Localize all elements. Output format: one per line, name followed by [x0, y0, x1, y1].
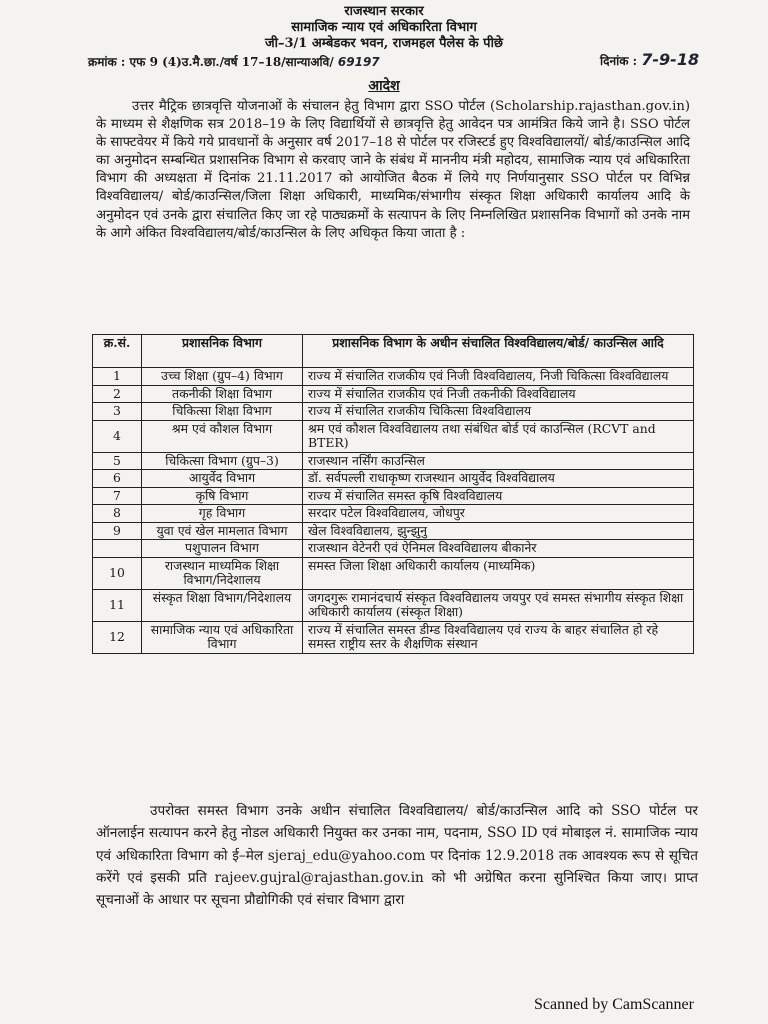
table-row — [93, 403, 694, 421]
cell-department: राजस्थान माध्यमिक शिक्षा विभाग/निदेशालय — [142, 557, 303, 589]
order-title: आदेश — [368, 78, 400, 94]
cell-department: युवा एवं खेल मामलात विभाग — [142, 522, 303, 540]
table-row — [93, 540, 694, 558]
cell-institutions: राज्य में संचालित राजकीय चिकित्सा विश्वविद्यालय — [303, 403, 694, 421]
reference-label: क्रमांक : एफ 9 (4)उ.मै.छा./वर्ष 17–18/सान्याअवि/ — [88, 55, 334, 69]
table-row — [93, 420, 694, 452]
order-paragraph-1: उत्तर मैट्रिक छात्रवृत्ति योजनाओं के संचालन हेतु विभाग द्वारा SSO पोर्टल (Scholarship.rajasthan.gov.in) के माध्यम से शैक्षणिक सत्र 2018–19 के लिए विद्यार्थियों से छात्रवृत्ति हेतु आवेदन पत्र आमंत्रित किये जाने है। SSO पोर्टल के साफ्टवेयर में किये गये प्रावधानों के अनुसार वर्ष 2017–18 से पोर्टल पर रजिस्टर्ड हुए विश्वविद्यालयों/ बोर्ड/काउन्सिल आदि का अनुमोदन सम्बन्धित प्रशासनिक विभाग से करवाए जाने के संबंध में माननीय मंत्री महोदय, सामाजिक न्याय एवं अधिकारिता विभाग की अध्यक्षता में दिनांक 21.11.2017 को आयोजित बैठक में लिये गए निर्णयानुसार SSO पोर्टल पर विभिन्न विश्वविद्यालय/ बोर्ड/काउन्सिल/जिला शिक्षा अधिकारी, माध्यमिक/संभागीय संस्कृत शिक्षा अधिकारी कार्यालय आदि के अनुमोदन एवं उनके द्वारा संचालित किए जा रहे पाठ्यक्रमों के सत्यापन के लिए निम्नलिखित प्रशासनिक विभागों को उनके नाम के आगे अंकित विश्वविद्यालय/बोर्ड/काउन्सिल के लिए अधिकृत किया जाता है : — [96, 99, 690, 241]
cell-sno: 5 — [93, 452, 142, 470]
date-value-handwritten: 7-9-18 — [641, 50, 700, 69]
reference-line — [88, 53, 380, 70]
cell-department: आयुर्वेद विभाग — [142, 470, 303, 488]
column-header-department: प्रशासनिक विभाग — [142, 335, 303, 368]
cell-department: कृषि विभाग — [142, 487, 303, 505]
cell-institutions: राजस्थान वेटेनरी एवं ऐनिमल विश्वविद्यालय बीकानेर — [303, 540, 694, 558]
column-header-sno: क्र.सं. — [93, 335, 142, 368]
cell-department: उच्च शिक्षा (ग्रुप–4) विभाग — [142, 368, 303, 386]
cell-department: गृह विभाग — [142, 505, 303, 523]
table-row — [93, 621, 694, 653]
cell-sno: 4 — [93, 420, 142, 452]
cell-sno: 8 — [93, 505, 142, 523]
cell-institutions: सरदार पटेल विश्वविद्यालय, जोधपुर — [303, 505, 694, 523]
cell-department: संस्कृत शिक्षा विभाग/निदेशालय — [142, 589, 303, 621]
table-row — [93, 557, 694, 589]
cell-institutions: समस्त जिला शिक्षा अधिकारी कार्यालय (माध्यमिक) — [303, 557, 694, 589]
cell-sno: 3 — [93, 403, 142, 421]
cell-sno: 1 — [93, 368, 142, 386]
cell-department: चिकित्सा विभाग (ग्रुप–3) — [142, 452, 303, 470]
table-row — [93, 589, 694, 621]
cell-department: श्रम एवं कौशल विभाग — [142, 420, 303, 452]
cell-institutions: राज्य में संचालित समस्त डीम्ड विश्वविद्यालय एवं राज्य के बाहर संचालित हो रहे समस्त राष्ट्रीय स्तर के शैक्षणिक संस्थान — [303, 621, 694, 653]
cell-sno: 2 — [93, 385, 142, 403]
cell-institutions: राजस्थान नर्सिंग काउन्सिल — [303, 452, 694, 470]
cell-institutions: राज्य में संचालित समस्त कृषि विश्वविद्यालय — [303, 487, 694, 505]
cell-department: पशुपालन विभाग — [142, 540, 303, 558]
order-paragraph-2: उपरोक्त समस्त विभाग उनके अधीन संचालित विश्वविद्यालय/ बोर्ड/काउन्सिल आदि को SSO पोर्टल पर ऑनलाईन सत्यापन करने हेतु नोडल अधिकारी नियुक्त कर उनका नाम, पदनाम, SSO ID एवं मोबाइल नं. सामाजिक न्याय एवं अधिकारिता विभाग को ई–मेल sjeraj_edu@yahoo.com पर दिनांक 12.9.2018 तक आवश्यक रूप से सूचित करेंगे एवं इसकी प्रति rajeev.gujral@rajasthan.gov.in को भी अग्रेषित करना सुनिश्चित किया जाए। प्राप्त सूचनाओं के आधार पर सूचना प्रौद्योगिकी एवं संचार विभाग द्वारा — [96, 803, 698, 909]
cell-sno: 11 — [93, 589, 142, 621]
date-label: दिनांक : — [600, 54, 638, 68]
cell-department: तकनीकी शिक्षा विभाग — [142, 385, 303, 403]
cell-institutions: श्रम एवं कौशल विश्वविद्यालय तथा संबंधित बोर्ड एवं काउन्सिल (RCVT and BTER) — [303, 420, 694, 452]
table-header-row — [93, 335, 694, 368]
cell-institutions: राज्य में संचालित राजकीय एवं निजी विश्वविद्यालय, निजी चिकित्सा विश्वविद्यालय — [303, 368, 694, 386]
department-address: जी–3/1 अम्बेडकर भवन, राजमहल पैलेस के पीछे — [264, 36, 504, 51]
scanner-watermark: Scanned by CamScanner — [534, 996, 694, 1013]
date-line — [600, 50, 699, 69]
table-row — [93, 385, 694, 403]
cell-sno: 6 — [93, 470, 142, 488]
cell-institutions: राज्य में संचालित राजकीय एवं निजी तकनीकी विश्वविद्यालय — [303, 385, 694, 403]
table-body — [93, 368, 694, 654]
cell-institutions: खेल विश्वविद्यालय, झुन्झुनु — [303, 522, 694, 540]
cell-sno: 9 — [93, 522, 142, 540]
column-header-institutions: प्रशासनिक विभाग के अधीन संचालित विश्वविद्यालय/बोर्ड/ काउन्सिल आदि — [303, 335, 694, 368]
department-authorization-table — [92, 334, 694, 654]
government-name: राजस्थान सरकार — [344, 4, 424, 19]
cell-department: चिकित्सा शिक्षा विभाग — [142, 403, 303, 421]
cell-sno: 10 — [93, 557, 142, 589]
cell-institutions: जगदगुरू रामानंदचार्य संस्कृत विश्वविद्यालय जयपुर एवं समस्त संभागीय संस्कृत शिक्षा अधिकारी कार्यालय (संस्कृत शिक्षा) — [303, 589, 694, 621]
cell-department: सामाजिक न्याय एवं अधिकारिता विभाग — [142, 621, 303, 653]
table-row — [93, 522, 694, 540]
table-row — [93, 452, 694, 470]
cell-sno — [93, 540, 142, 558]
cell-sno: 12 — [93, 621, 142, 653]
department-name: सामाजिक न्याय एवं अधिकारिता विभाग — [291, 20, 477, 35]
table-row — [93, 470, 694, 488]
cell-institutions: डॉ. सर्वपल्ली राधाकृष्ण राजस्थान आयुर्वेद विश्वविद्यालय — [303, 470, 694, 488]
table-row — [93, 368, 694, 386]
table-row — [93, 487, 694, 505]
reference-number-handwritten: 69197 — [337, 55, 380, 69]
cell-sno: 7 — [93, 487, 142, 505]
table-row — [93, 505, 694, 523]
